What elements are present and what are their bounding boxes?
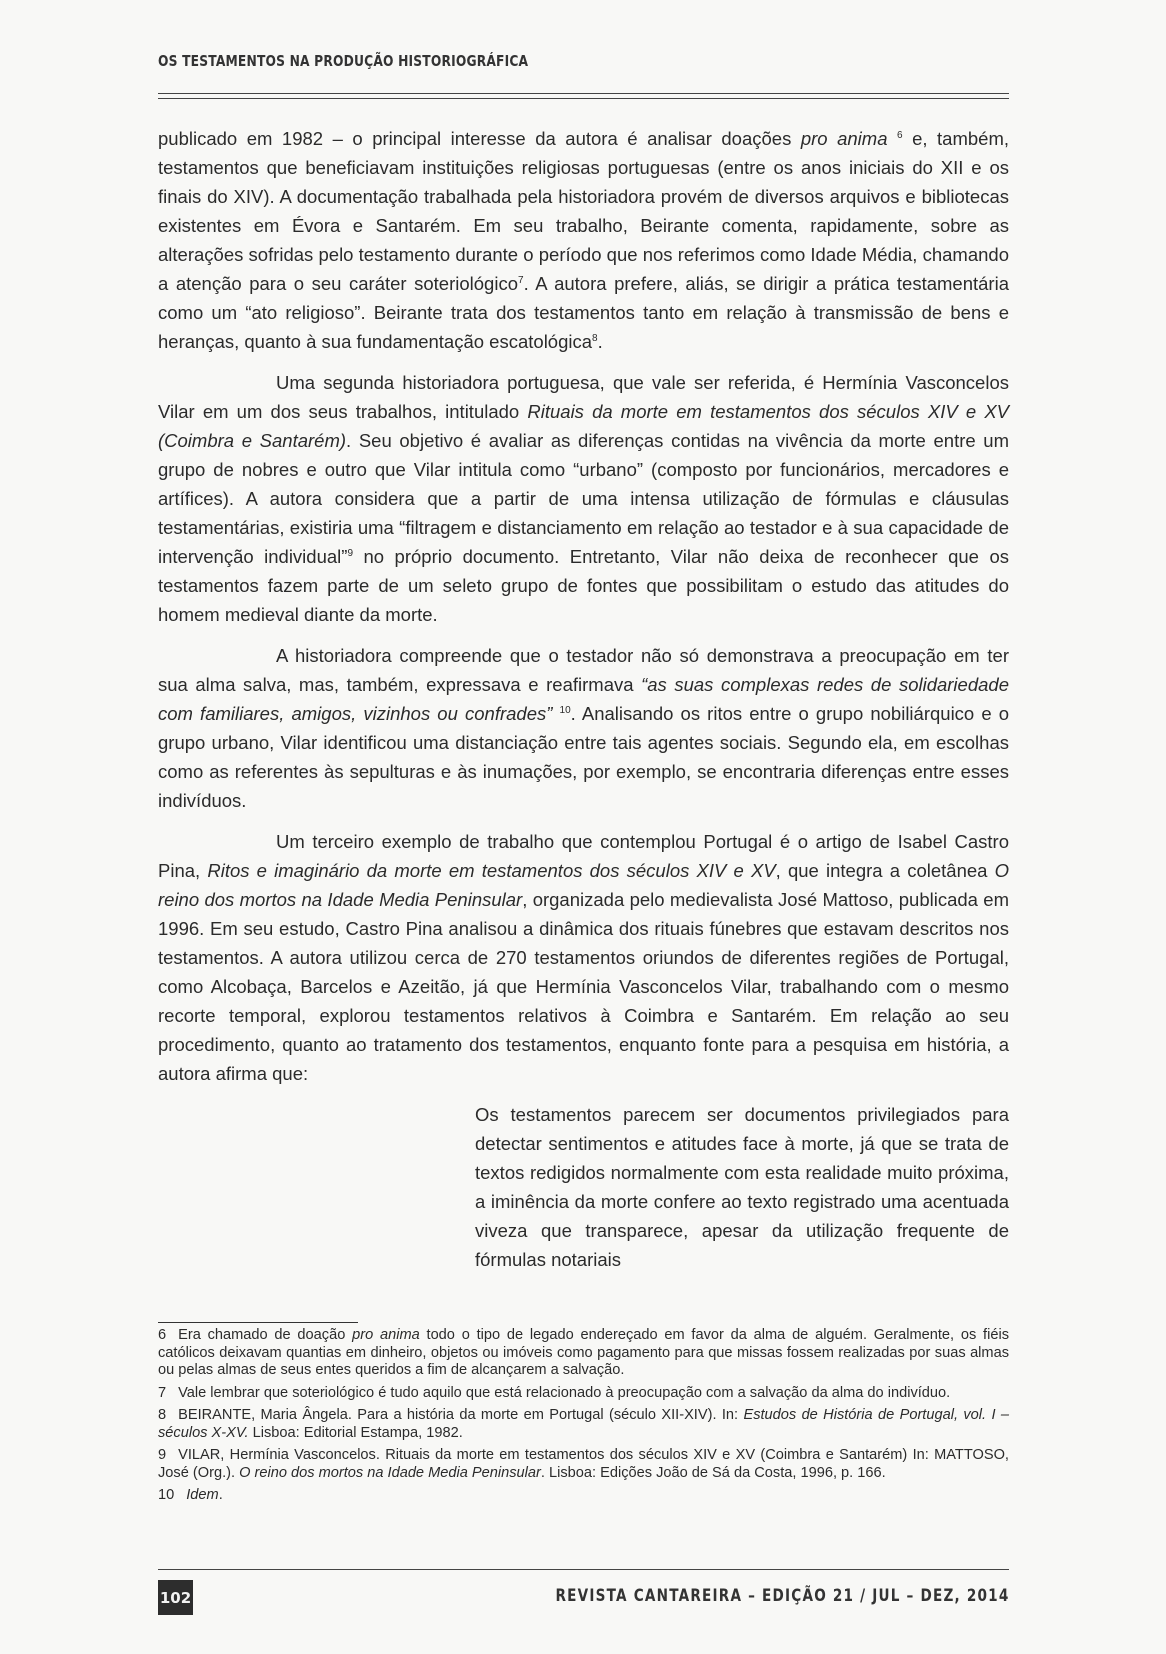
- italic-text: “as suas complexas redes de solidariedade com familiares, amigos, vizinhos ou confrades”: [158, 674, 1009, 724]
- footnote-text: [158, 1407, 1009, 1441]
- italic-text: O reino dos mortos na Idade Media Peninsular: [158, 860, 1009, 910]
- footnote-text: [158, 1447, 1009, 1481]
- footnote: [158, 1407, 1009, 1442]
- footnote-number: 9: [158, 1447, 167, 1463]
- text-run: BEIRANTE, Maria Ângela. Para a história da morte em Portugal (século XII-XIV). In:: [178, 1407, 744, 1423]
- text-run: [887, 128, 897, 149]
- footnote-text: [178, 1385, 950, 1401]
- text-run: . Seu objetivo é avaliar as diferenças contidas na vivência da morte entre um grupo de nobres e outro que Vilar intitula como “urbano” (composto por funcionários, mercadores e artífices). A autora considera que a partir de uma intensa utilização de fórmulas e cláusulas testamentárias, existiria uma “filtragem e distanciamento em relação ao testador e à sua capacidade de intervenção individual”: [158, 430, 1009, 567]
- block-quote: [475, 1100, 1009, 1274]
- footnote-ref: 10: [559, 705, 571, 716]
- paragraph-2: [158, 368, 1009, 629]
- footnote: [158, 1385, 1009, 1403]
- text-run: no próprio documento. Entretanto, Vilar não deixa de reconhecer que os testamentos fazem parte de um seleto grupo de fontes que possibilitam o estudo das atitudes do homem medieval diante da morte.: [158, 546, 1009, 625]
- text-run: [552, 703, 559, 724]
- text-run: Vale lembrar que soteriológico é tudo aquilo que está relacionado à preocupação com a salvação da alma do indivíduo.: [178, 1384, 951, 1401]
- footnote-text: [186, 1487, 223, 1503]
- italic-text: Ritos e imaginário da morte em testamentos dos séculos XIV e XV: [207, 860, 776, 881]
- text-run: .: [218, 1487, 223, 1503]
- text-run: Era chamado de doação: [178, 1327, 353, 1343]
- footnotes: [158, 1327, 1009, 1510]
- text-run: . Analisando os ritos entre o grupo nobiliárquico e o grupo urbano, Vilar identificou uma distanciação entre tais agentes sociais. Segundo ela, em escolhas como as referentes às sepulturas e às inumações, por exemplo, se encontraria diferenças entre esses indivíduos.: [158, 703, 1010, 811]
- text-run: Uma segunda historiadora portuguesa, que vale ser referida, é Hermínia Vasconcelos Vilar em um dos seus trabalhos, intitulado: [158, 372, 1009, 422]
- italic-text: pro anima: [800, 128, 888, 149]
- paragraph-1: [158, 124, 1009, 356]
- footnote-ref: 7: [518, 275, 524, 286]
- paragraph-4: [158, 827, 1009, 1088]
- text-run: Os testamentos parecem ser documentos privilegiados para detectar sentimentos e atitudes face à morte, já que se trata de textos redigidos normalmente com esta realidade muito próxima, a iminência da morte confere ao texto registrado uma acentuada viveza que transparece, apesar da utilização frequente de fórmulas notariais: [475, 1104, 1009, 1270]
- footnote-ref: 8: [592, 333, 598, 344]
- header-rule-bottom: [158, 98, 1009, 99]
- footnote-ref: 9: [347, 548, 353, 559]
- footnote-number: 7: [158, 1384, 167, 1401]
- footnote: [158, 1447, 1009, 1482]
- footnote-text: [158, 1327, 1009, 1378]
- italic-text: Estudos de História de Portugal, vol. I – séculos X-XV.: [158, 1407, 1009, 1441]
- text-run: todo o tipo de legado endereçado em favor da alma de alguém. Geralmente, os fiéis católicos deixavam quantias em dinheiro, objetos ou imóveis como pagamento para que missas fossem realizadas por suas almas ou pelas almas de seus entes queridos a fim de alcançarem a salvação.: [158, 1327, 1009, 1378]
- italic-text: Idem: [186, 1487, 219, 1503]
- footnote: [158, 1487, 1009, 1505]
- italic-text: pro anima: [352, 1327, 420, 1343]
- text-run: publicado em 1982 – o principal interesse da autora é analisar doações: [158, 128, 801, 149]
- text-run: VILAR, Hermínia Vasconcelos. Rituais da morte em testamentos dos séculos XIV e XV (Coimbra e Santarém) In: MATTOSO, José (Org.).: [158, 1447, 1009, 1481]
- text-run: A historiadora compreende que o testador não só demonstrava a preocupação em ter sua alma salva, mas, também, expressava e reafirmava: [158, 645, 1009, 695]
- footnote-number: 6: [158, 1327, 167, 1343]
- journal-title: REVISTA CANTAREIRA – EDIÇÃO 21 / JUL – DEZ, 2014: [555, 1586, 1009, 1606]
- header-rule-top: [158, 93, 1009, 94]
- text-run: Lisboa: Editorial Estampa, 1982.: [248, 1424, 463, 1441]
- footnote-separator: [158, 1322, 358, 1323]
- text-run: , que integra a coletânea: [775, 860, 995, 881]
- paragraph-3: [158, 641, 1009, 815]
- article-body: [158, 124, 1009, 1274]
- italic-text: Rituais da morte em testamentos dos séculos XIV e XV (Coimbra e Santarém): [158, 401, 1009, 451]
- text-run: . A autora prefere, aliás, se dirigir a prática testamentária como um “ato religioso”. Beirante trata dos testamentos tanto em relação à transmissão de bens e heranças, quanto à sua fundamentação escatológica: [158, 273, 1009, 352]
- text-run: .: [597, 331, 603, 352]
- text-run: , organizada pelo medievalista José Mattoso, publicada em 1996. Em seu estudo, Castro Pina analisou a dinâmica dos rituais fúnebres que estavam descritos nos testamentos. A autora utilizou cerca de 270 testamentos oriundos de diferentes regiões de Portugal, como Alcobaça, Barcelos e Azeitão, já que Hermínia Vasconcelos Vilar, trabalhando com o mesmo recorte temporal, explorou testamentos relativos à Coimbra e Santarém. Em relação ao seu procedimento, quanto ao tratamento dos testamentos, enquanto fonte para a pesquisa em história, a autora afirma que:: [158, 889, 1009, 1084]
- page-number: 102: [158, 1580, 193, 1615]
- footnote-number: 8: [158, 1407, 167, 1423]
- italic-text: O reino dos mortos na Idade Media Peninsular: [239, 1464, 541, 1481]
- footnote: [158, 1327, 1009, 1380]
- text-run: e, também, testamentos que beneficiavam instituições religiosas portuguesas (entre os anos iniciais do XII e os finais do XIV). A documentação trabalhada pela historiadora provém de diversos arquivos e bibliotecas existentes em Évora e Santarém. Em seu trabalho, Beirante comenta, rapidamente, sobre as alterações sofridas pelo testamento durante o período que nos referimos como Idade Média, chamando a atenção para o seu caráter soteriológico: [158, 128, 1009, 294]
- running-title: OS TESTAMENTOS NA PRODUÇÃO HISTORIOGRÁFICA: [158, 52, 529, 70]
- text-run: Um terceiro exemplo de trabalho que contemplou Portugal é o artigo de Isabel Castro Pina,: [158, 831, 1009, 881]
- footnote-number: 10: [158, 1487, 175, 1503]
- footnote-ref: 6: [897, 130, 903, 141]
- text-run: . Lisboa: Edições João de Sá da Costa, 1996, p. 166.: [540, 1464, 886, 1481]
- footer-rule: [158, 1569, 1009, 1570]
